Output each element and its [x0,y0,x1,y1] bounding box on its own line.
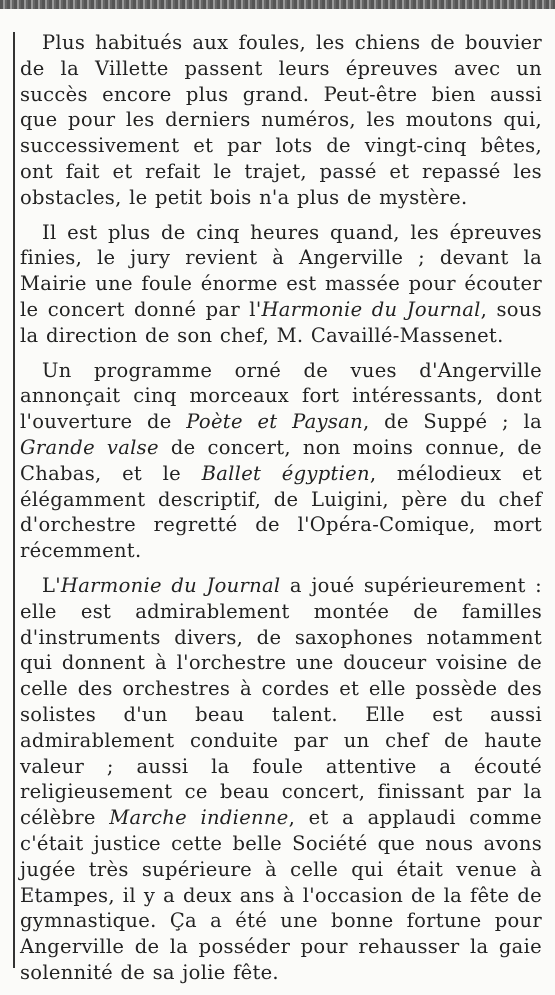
text-run: Plus habitués aux foules, les chiens de bouvier de la Villette passent leurs épreuves avec un succès encore plus grand. Peut-être bien aussi que pour les derniers numéros, les moutons qui, successivement et par lots de vingt-cinq bêtes, ont fait et refait le trajet, passé et repassé les obstacles, le petit bois n'a plus de mystère. [20,31,542,209]
italic-title-text: Marche indienne [109,806,289,830]
text-run: Il est plus de cinq heures quand, les épreuves finies, le jury revient à Angerville ; devant la Mairie une foule énorme est massée pour écouter le concert donné par l' [20,220,542,321]
italic-title-text: Grande valse [20,435,159,459]
text-run: a joué supérieurement : elle est admirablement montée de familles d'instruments divers, de saxophones notamment qui donnent à l'orchestre une douceur voisine de celle des orchestres à cordes et elle possède des solistes d'un beau talent. Elle est aussi admirablement conduite par un chef de haute valeur ; aussi la foule attentive a écouté religieusement ce beau concert, finissant par la célèbre [20,573,542,830]
article-column [20,30,542,995]
text-run: Un programme orné de vues d'Angerville annonçait cinq morceaux fort intéressants, dont l'ouverture de [20,358,542,434]
italic-title-text: Ballet égyptien [201,461,370,485]
paragraph [20,220,542,349]
text-run: , mélodieux et élégamment descriptif, de Luigini, père du chef d'orchestre regretté de l'Opéra-Comique, mort récemment. [20,461,542,563]
text-run: L' [42,573,61,597]
column-rule [13,32,15,968]
text-run: , de Suppé ; la [362,410,543,434]
text-run: , sous la direction de son chef, M. Cavaillé-Massenet. [20,297,542,347]
italic-title-text: Poète et Paysan [186,410,363,434]
paragraph [20,30,542,211]
paragraph [20,358,542,564]
italic-title-text: Harmonie du Journal [261,297,481,321]
italic-title-text: Harmonie du Journal [60,573,281,597]
top-border-rule [0,0,555,9]
text-run: de concert, non moins connue, de Chabas, et le [20,435,542,485]
text-run: , et a applaudi comme c'était justice cette belle Société que nous avons jugée très supérieure à celle qui était venue à Etampes, il y a deux ans à l'occasion de la fête de gymnastique. Ça a été une bonne fortune pour Angerville de la posséder pour rehausser la gaie solennité de sa jolie fête. [20,806,542,984]
paragraph [20,573,542,986]
